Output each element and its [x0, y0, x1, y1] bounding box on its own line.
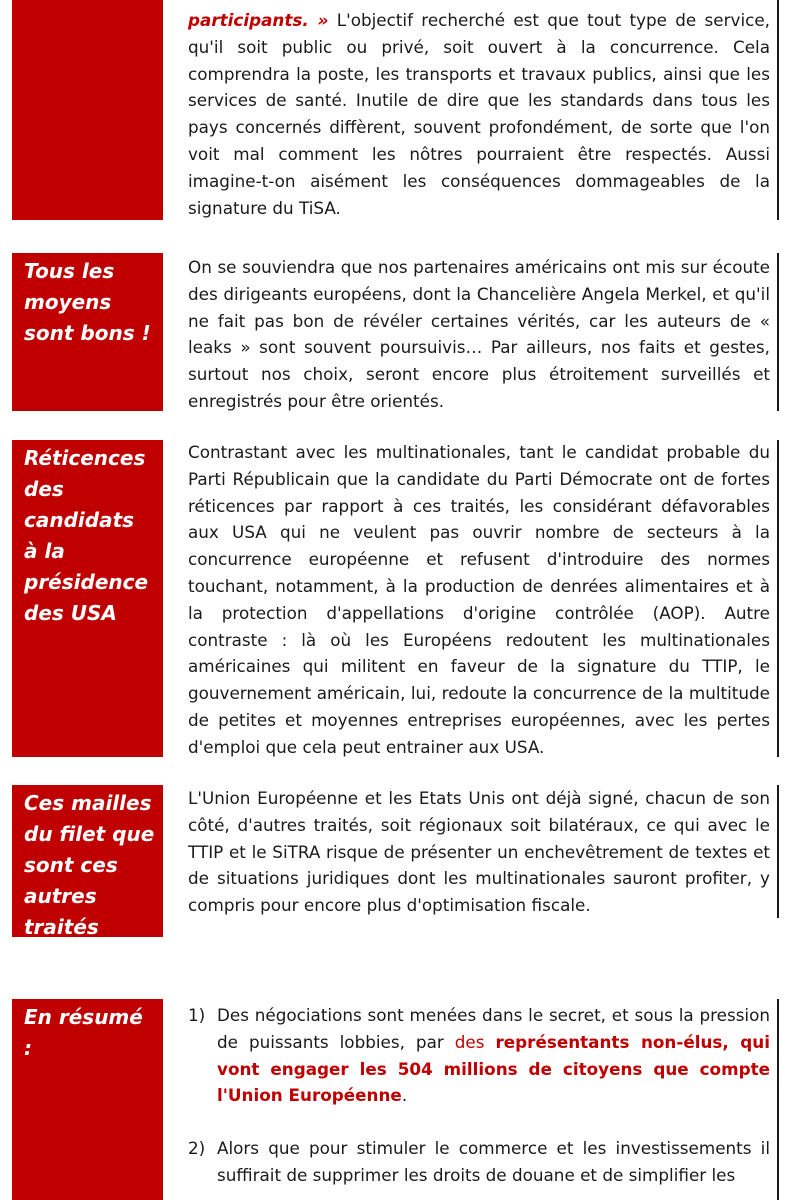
section3-title: Réticences des candidats à la présidence des USA — [24, 446, 149, 625]
summary-item-1: 1) Des négociations sont menées dans le secret, et sous la pression de puissants lobbies, par des représentants non-élus, qui vont engager les 504 millions de citoyens que compte l'Union Européenne. — [188, 1002, 770, 1109]
section4-title: Ces mailles du filet que sont ces autres traités — [24, 791, 155, 939]
section4-text: L'Union Européenne et les Etats Unis ont déjà signé, chacun de son côté, d'autres traités, soit régionaux soit bilatéraux, ce qui avec le TTIP et le SiTRA risque de présenter un enchevêtrement de textes et de situations juridiques dont les multinationales sauront profiter, y compris pour encore plus d'optimisation fiscale. — [188, 788, 770, 916]
summary-rule — [777, 999, 779, 1200]
section1-rule — [777, 0, 779, 220]
section2-text: On se souviendra que nos partenaires américains ont mis sur écoute des dirigeants européens, dont la Chancelière Angela Merkel, et qu'il ne fait pas bon de révéler certaines vérités, car les auteurs de « leaks » sont souvent poursuivis… Par ailleurs, nos faits et gestes, surtout nos choix, seront encore plus étroitement surveillés et enregistrés pour être orientés. — [188, 257, 770, 411]
summary-list — [188, 1002, 770, 1189]
section3-text: Contrastant avec les multinationales, tant le candidat probable du Parti Républicain que la candidate du Parti Démocrate ont de fortes réticences par rapport à ces traités, les considérant défavorables aux USA qui ne veulent pas ouvrir nombre de secteurs à la concurrence européenne et refusent d'introduire des normes touchant, notamment, à la production de denrées alimentaires et à la protection d'appellations d'origine contrôlée (AOP). Autre contraste : là où les Européens redoutent les multinationales américaines qui militent en faveur de la signature du TTIP, le gouvernement américain, lui, redoute la concurrence de la multitude de petites et moyennes entreprises européennes, avec les pertes d'emploi que cela peut entrainer aux USA. — [188, 442, 770, 757]
summary-sidebar — [12, 999, 163, 1200]
section1-sidebar — [12, 0, 163, 220]
section4-sidebar — [12, 785, 163, 937]
section3-sidebar — [12, 440, 163, 757]
section3-rule — [777, 440, 779, 757]
section1-text — [188, 7, 770, 221]
section2-title: Tous les moyens sont bons ! — [24, 259, 151, 345]
section2-rule — [777, 253, 779, 411]
summary-item-2: 2) Alors que pour stimuler le commerce et les investissements il suffirait de supprimer les droits de douane et de simplifier les — [188, 1135, 770, 1189]
summary-title: En résumé : — [24, 1005, 143, 1060]
section2-sidebar — [12, 253, 163, 411]
summary-item-1-emphasis: représentants non-élus — [495, 1031, 723, 1052]
section1-body: L'objectif recherché est que tout type de service, qu'il soit public ou privé, soit ouvert à la concurrence. Cela comprendra la poste, les transports et travaux publics, ainsi que les services de santé. Inutile de dire que les standards dans tous les pays concernés diffèrent, souvent profondément, de sorte que l'on voit mal comment les nôtres pourraient être respectés. Aussi imagine-t-on aisément les conséquences dommageables de la signature du TiSA. — [188, 10, 770, 218]
summary-item-1-emphasis-2: , qui vont engager les 504 millions de citoyens que compte l'Union Européenne — [217, 1031, 770, 1106]
section4-rule — [777, 785, 779, 918]
section1-lead: participants. » — [188, 10, 329, 30]
summary-item-1-number: 1) — [188, 1005, 206, 1025]
summary-item-2-number: 2) — [188, 1138, 206, 1159]
